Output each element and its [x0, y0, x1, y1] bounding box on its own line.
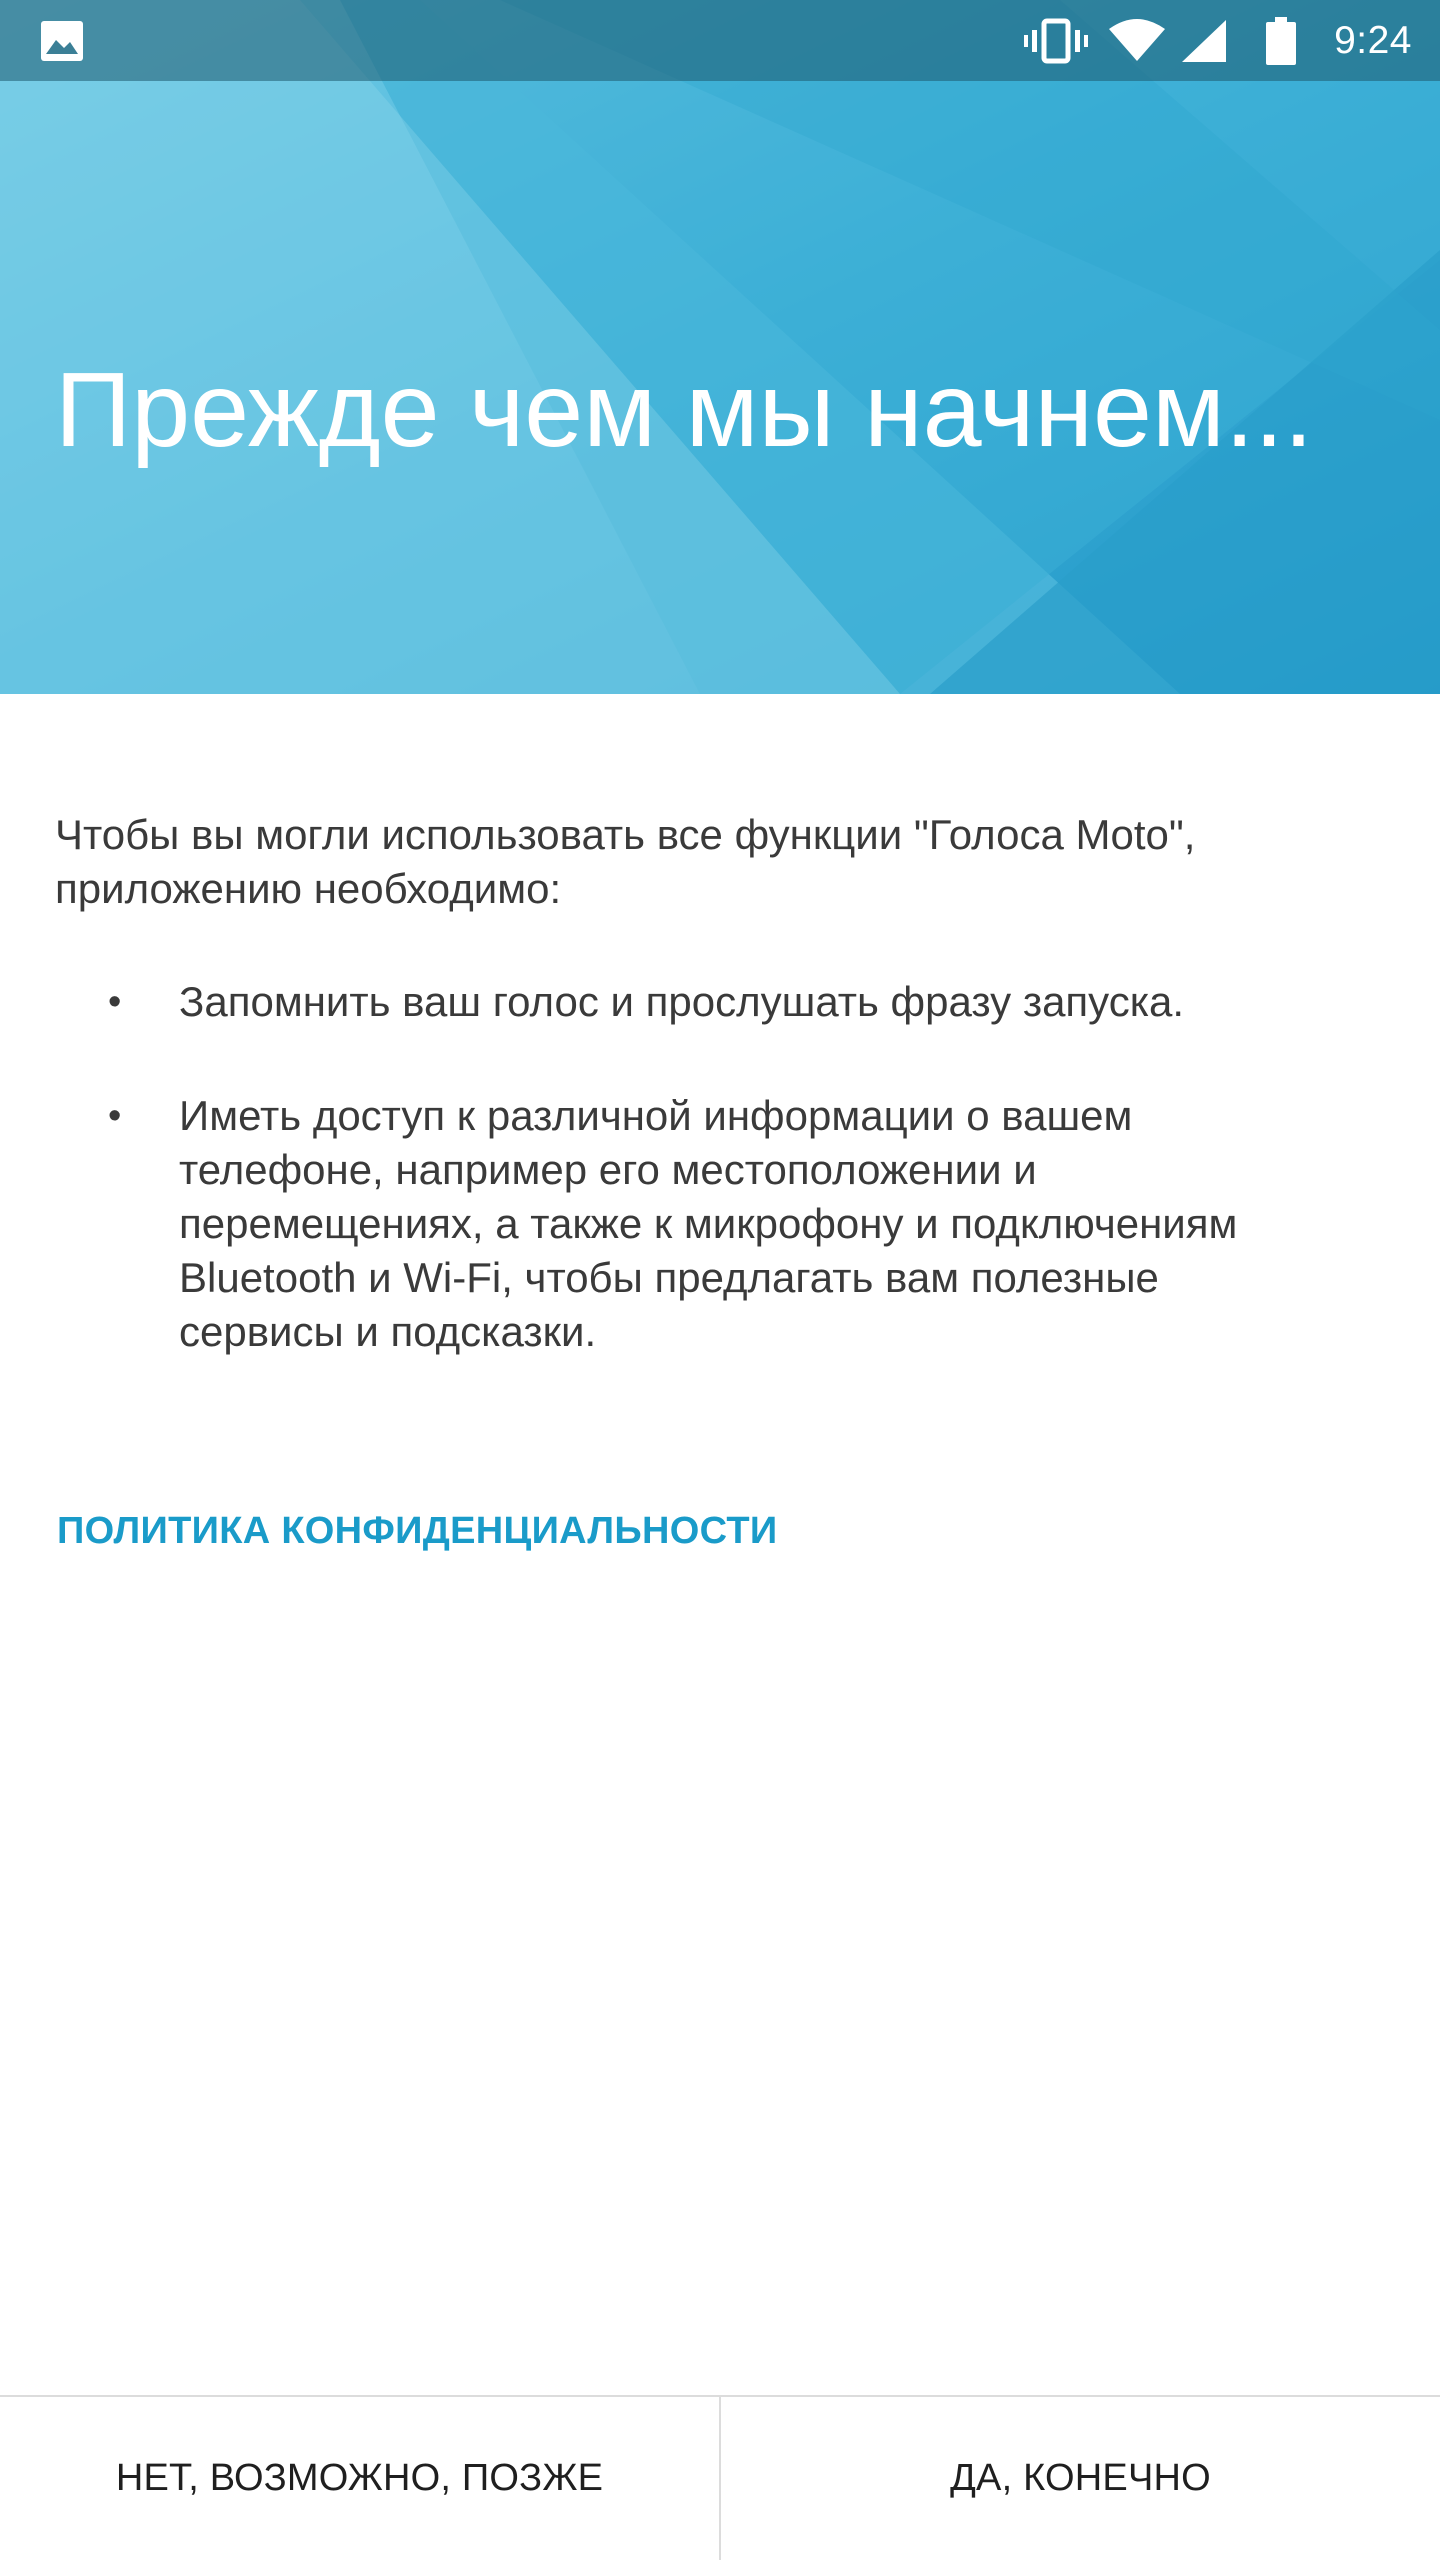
cell-signal-icon	[1180, 0, 1228, 81]
privacy-policy-link[interactable]: ПОЛИТИКА КОНФИДЕНЦИАЛЬНОСТИ	[57, 1510, 778, 1552]
bullet-icon: •	[108, 1095, 122, 1137]
list-item	[0, 975, 1440, 1029]
list-item-text: Запомнить ваш голос и прослушать фразу запуска.	[179, 978, 1185, 1025]
page-title: Прежде чем мы начнем...	[55, 351, 1314, 469]
intro-text: Чтобы вы могли использовать все функции "Голоса Moto", приложению необходимо:	[55, 811, 1196, 912]
vibrate-icon	[1024, 0, 1088, 81]
status-time: 9:24	[1334, 19, 1412, 62]
bullet-icon: •	[108, 981, 122, 1023]
wifi-icon	[1108, 0, 1166, 81]
decline-button[interactable]: НЕТ, ВОЗМОЖНО, ПОЗЖЕ	[0, 2397, 719, 2560]
battery-icon	[1266, 0, 1296, 81]
accept-button[interactable]: ДА, КОНЕЧНО	[721, 2397, 1440, 2560]
action-bar	[0, 2395, 1440, 2560]
image-notification-icon	[40, 0, 84, 81]
list-item	[0, 1089, 1440, 1359]
list-item-text: Иметь доступ к различной информации о вашем телефоне, например его местоположении и перемещениях, а также к микрофону и подключениям Bluetooth и Wi-Fi, чтобы предлагать вам полезные сервисы и подсказки.	[179, 1092, 1238, 1355]
permissions-list	[0, 975, 1440, 1419]
header-banner	[0, 0, 1440, 694]
status-bar	[0, 0, 1440, 81]
